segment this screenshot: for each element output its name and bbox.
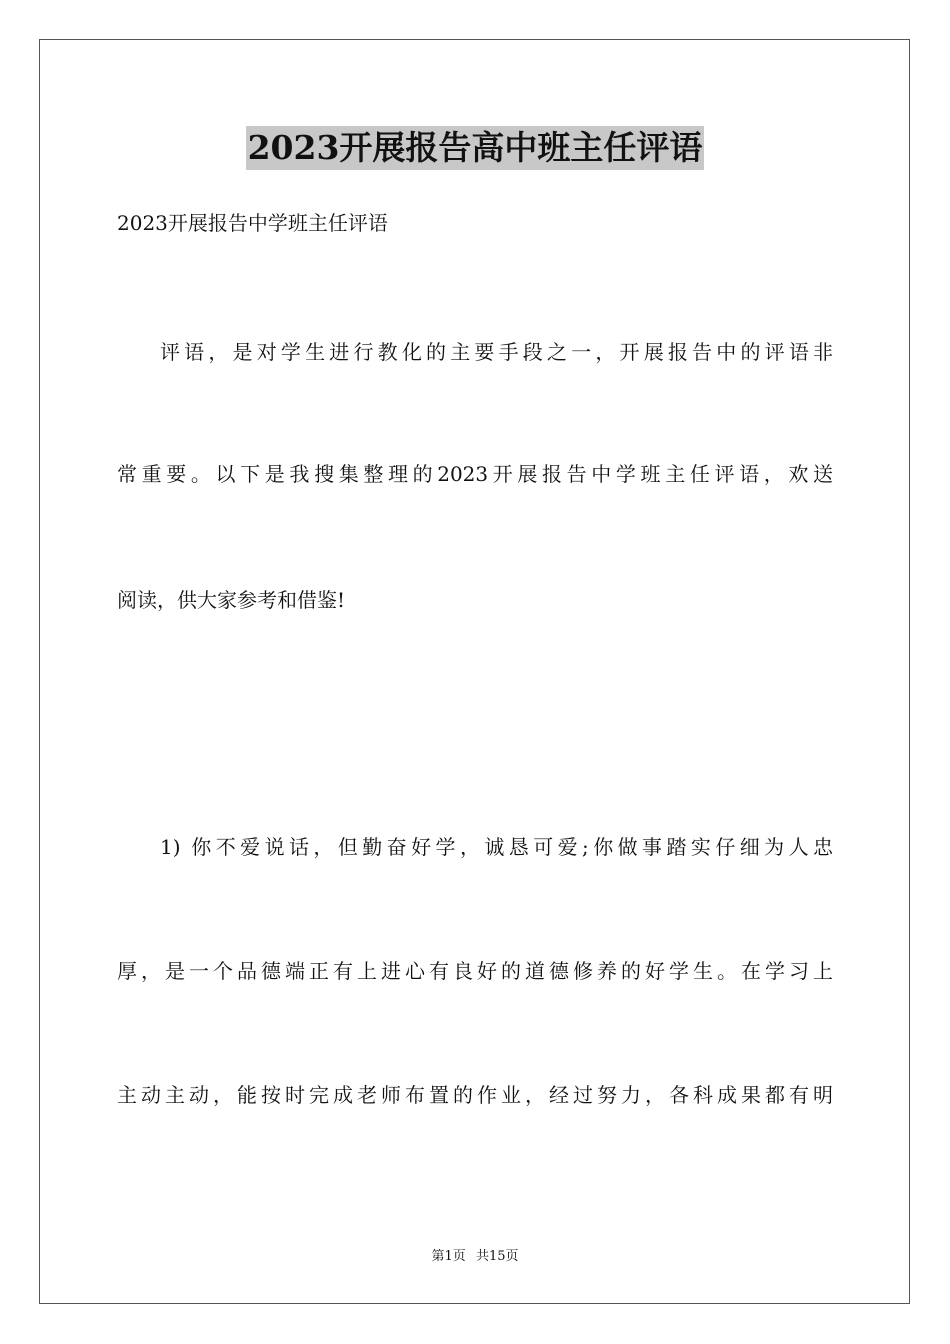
page-number: 第1页 [431,1249,466,1264]
paragraph-2-line-2: 厚，是一个品德端正有上进心有良好的道德修养的好学生。在学习上 [117,959,833,983]
paragraph-2-line-1: 1) 你不爱说话，但勤奋好学，诚恳可爱;你做事踏实仔细为人忠 [160,835,833,859]
page-total: 共15页 [475,1249,519,1264]
paragraph-2-line-3: 主动主动，能按时完成老师布置的作业，经过努力，各科成果都有明 [117,1083,833,1107]
title-container [0,126,950,170]
paragraph-1-line-3: 阅读，供大家参考和借鉴! [117,588,346,612]
paragraph-1-line-1: 评语，是对学生进行教化的主要手段之一，开展报告中的评语非 [160,340,833,364]
page-footer [0,1248,950,1266]
paragraph-1-line-2: 常重要。以下是我搜集整理的2023开展报告中学班主任评语，欢送 [117,462,833,486]
document-subtitle: 2023开展报告中学班主任评语 [117,211,388,235]
document-title: 2023开展报告高中班主任评语 [246,126,705,170]
